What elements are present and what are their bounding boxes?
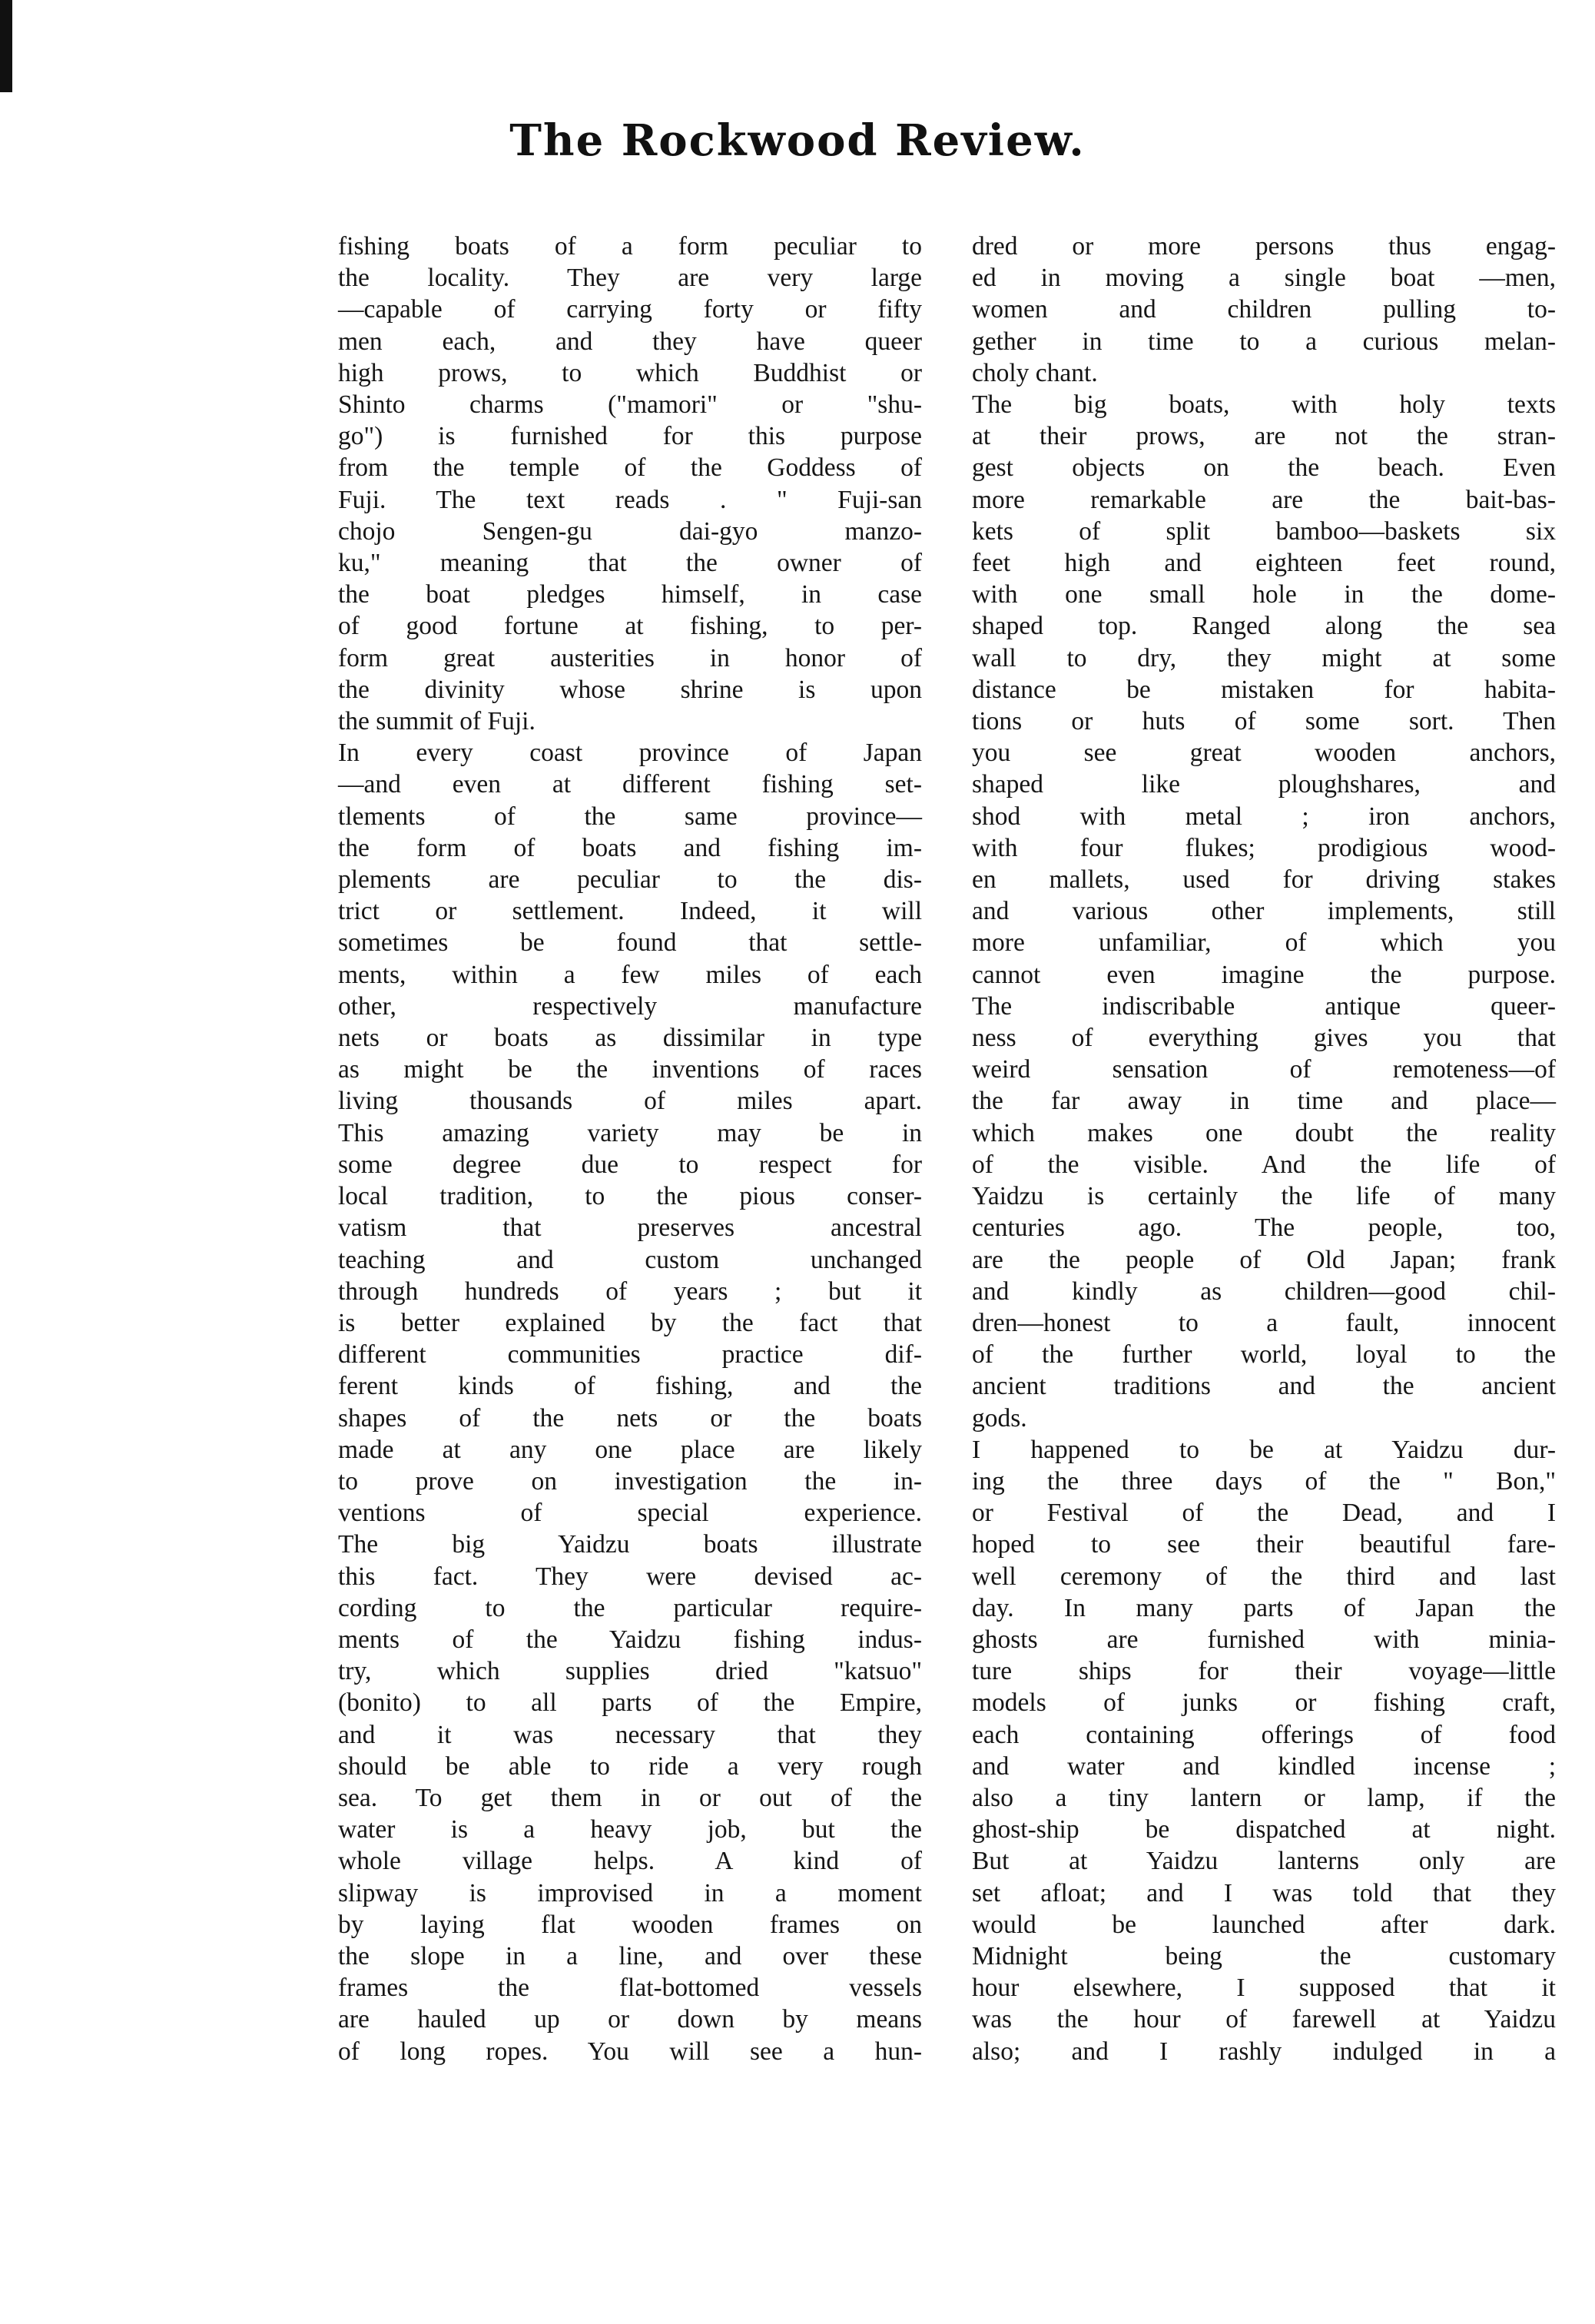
text-line: and water and kindled incense ; <box>972 1751 1556 1781</box>
text-line: tions or huts of some sort. Then <box>972 707 1556 736</box>
text-line: teaching and custom unchanged <box>338 1245 922 1274</box>
text-line: kets of split bamboo—baskets six <box>972 516 1556 546</box>
text-line: the form of boats and fishing im- <box>338 833 922 862</box>
page-edge-mark <box>0 0 12 92</box>
text-line: should be able to ride a very rough <box>338 1751 922 1781</box>
text-line: shaped like ploughshares, and <box>972 770 1556 799</box>
text-line: ed in moving a single boat —men, <box>972 264 1556 293</box>
text-line: en mallets, used for driving stakes <box>972 865 1556 895</box>
text-line: day. In many parts of Japan the <box>972 1593 1556 1622</box>
text-line: This amazing variety may be in <box>338 1118 922 1147</box>
text-line: cording to the particular require- <box>338 1593 922 1622</box>
text-line: go") is furnished for this purpose <box>338 422 922 451</box>
text-line: of long ropes. You will see a hun- <box>338 2037 922 2066</box>
text-line: ments, within a few miles of each <box>338 960 922 989</box>
text-line: of the visible. And the life of <box>972 1150 1556 1179</box>
text-line: different communities practice dif- <box>338 1340 922 1370</box>
text-line: with four flukes; prodigious wood- <box>972 833 1556 862</box>
text-line: by laying flat wooden frames on <box>338 1910 922 1939</box>
text-line: are the people of Old Japan; frank <box>972 1245 1556 1274</box>
text-line: slipway is improvised in a moment <box>338 1878 922 1907</box>
text-line: centuries ago. The people, too, <box>972 1213 1556 1243</box>
text-line: tlements of the same province— <box>338 802 922 831</box>
text-line: models of junks or fishing craft, <box>972 1688 1556 1718</box>
text-line: well ceremony of the third and last <box>972 1562 1556 1591</box>
text-line: Midnight being the customary <box>972 1941 1556 1970</box>
text-line: vatism that preserves ancestral <box>338 1213 922 1243</box>
text-column-left <box>338 231 922 2067</box>
text-line: Shinto charms ("mamori" or "shu- <box>338 390 922 420</box>
text-line: ture ships for their voyage—little <box>972 1657 1556 1686</box>
text-line: other, respectively manufacture <box>338 991 922 1021</box>
text-line: to prove on investigation the in- <box>338 1466 922 1496</box>
text-line: The big boats, with holy texts <box>972 390 1556 420</box>
text-line: ing the three days of the " Bon," <box>972 1466 1556 1496</box>
text-line: shaped top. Ranged along the sea <box>972 612 1556 641</box>
text-line: through hundreds of years ; but it <box>338 1277 922 1306</box>
text-line: sometimes be found that settle- <box>338 928 922 958</box>
text-line: this fact. They were devised ac- <box>338 1562 922 1591</box>
text-line: The big Yaidzu boats illustrate <box>338 1530 922 1559</box>
text-line: more unfamiliar, of which you <box>972 928 1556 958</box>
text-line: —capable of carrying forty or fifty <box>338 295 922 324</box>
text-line: and it was necessary that they <box>338 1720 922 1749</box>
text-line: form great austerities in honor of <box>338 643 922 672</box>
text-line: ku," meaning that the owner of <box>338 549 922 578</box>
text-line: plements are peculiar to the dis- <box>338 865 922 895</box>
text-line: from the temple of the Goddess of <box>338 453 922 483</box>
text-line: gest objects on the beach. Even <box>972 453 1556 483</box>
text-line: and various other implements, still <box>972 897 1556 926</box>
text-line: The indiscribable antique queer- <box>972 991 1556 1021</box>
text-line: the divinity whose shrine is upon <box>338 675 922 704</box>
text-line: I happened to be at Yaidzu dur- <box>972 1435 1556 1464</box>
text-line: Yaidzu is certainly the life of many <box>972 1182 1556 1211</box>
text-line: and kindly as children—good chil- <box>972 1277 1556 1306</box>
text-line: dred or more persons thus engag- <box>972 232 1556 261</box>
text-line: Fuji. The text reads . " Fuji-san <box>338 485 922 514</box>
text-line: ghost-ship be dispatched at night. <box>972 1815 1556 1844</box>
text-line: whole village helps. A kind of <box>338 1847 922 1876</box>
text-line: local tradition, to the pious conser- <box>338 1182 922 1211</box>
text-line: ghosts are furnished with minia- <box>972 1625 1556 1654</box>
text-line: also a tiny lantern or lamp, if the <box>972 1783 1556 1812</box>
text-line: hour elsewhere, I supposed that it <box>972 1974 1556 2003</box>
text-line: set afloat; and I was told that they <box>972 1878 1556 1907</box>
text-line: shapes of the nets or the boats <box>338 1403 922 1433</box>
text-line: weird sensation of remoteness—of <box>972 1055 1556 1084</box>
text-line: feet high and eighteen feet round, <box>972 549 1556 578</box>
text-line: some degree due to respect for <box>338 1150 922 1179</box>
text-line: the boat pledges himself, in case <box>338 580 922 609</box>
text-line: In every coast province of Japan <box>338 739 922 768</box>
text-column-right <box>972 231 1556 2067</box>
text-line: —and even at different fishing set- <box>338 770 922 799</box>
text-line: fishing boats of a form peculiar to <box>338 232 922 261</box>
text-line: the slope in a line, and over these <box>338 1941 922 1970</box>
text-line: distance be mistaken for habita- <box>972 675 1556 704</box>
text-line: more remarkable are the bait-bas- <box>972 485 1556 514</box>
text-line: are hauled up or down by means <box>338 2005 922 2034</box>
text-line: dren—honest to a fault, innocent <box>972 1308 1556 1337</box>
text-line: But at Yaidzu lanterns only are <box>972 1847 1556 1876</box>
text-line: which makes one doubt the reality <box>972 1118 1556 1147</box>
text-line: the locality. They are very large <box>338 264 922 293</box>
text-line: water is a heavy job, but the <box>338 1815 922 1844</box>
text-line: chojo Sengen-gu dai-gyo manzo- <box>338 516 922 546</box>
text-line: ferent kinds of fishing, and the <box>338 1372 922 1401</box>
text-line: ventions of special experience. <box>338 1499 922 1528</box>
text-line: each containing offerings of food <box>972 1720 1556 1749</box>
text-line: made at any one place are likely <box>338 1435 922 1464</box>
text-line: trict or settlement. Indeed, it will <box>338 897 922 926</box>
text-line: is better explained by the fact that <box>338 1308 922 1337</box>
page-header-title: The Rockwood Review. <box>509 115 1086 166</box>
text-line: (bonito) to all parts of the Empire, <box>338 1688 922 1718</box>
text-line: you see great wooden anchors, <box>972 739 1556 768</box>
text-line: cannot even imagine the purpose. <box>972 960 1556 989</box>
text-line: women and children pulling to- <box>972 295 1556 324</box>
text-line: as might be the inventions of races <box>338 1055 922 1084</box>
text-line: also; and I rashly indulged in a <box>972 2037 1556 2066</box>
text-line: was the hour of farewell at Yaidzu <box>972 2005 1556 2034</box>
text-line: wall to dry, they might at some <box>972 643 1556 672</box>
text-line: choly chant. <box>972 358 1098 387</box>
text-line: hoped to see their beautiful fare- <box>972 1530 1556 1559</box>
text-line: ness of everything gives you that <box>972 1024 1556 1053</box>
text-line: nets or boats as dissimilar in type <box>338 1024 922 1053</box>
text-line: shod with metal ; iron anchors, <box>972 802 1556 831</box>
text-line: would be launched after dark. <box>972 1910 1556 1939</box>
text-line: ments of the Yaidzu fishing indus- <box>338 1625 922 1654</box>
text-line: frames the flat-bottomed vessels <box>338 1974 922 2003</box>
text-line: high prows, to which Buddhist or <box>338 358 922 387</box>
text-line: sea. To get them in or out of the <box>338 1783 922 1812</box>
text-line: of good fortune at fishing, to per- <box>338 612 922 641</box>
text-line: of the further world, loyal to the <box>972 1340 1556 1370</box>
text-line: the summit of Fuji. <box>338 707 536 736</box>
text-line: gether in time to a curious melan- <box>972 327 1556 356</box>
text-line: or Festival of the Dead, and I <box>972 1499 1556 1528</box>
text-line: men each, and they have queer <box>338 327 922 356</box>
text-line: the far away in time and place— <box>972 1087 1556 1116</box>
text-line: at their prows, are not the stran- <box>972 422 1556 451</box>
text-line: try, which supplies dried "katsuo" <box>338 1657 922 1686</box>
text-line: with one small hole in the dome- <box>972 580 1556 609</box>
text-line: gods. <box>972 1403 1027 1433</box>
text-line: ancient traditions and the ancient <box>972 1372 1556 1401</box>
text-line: living thousands of miles apart. <box>338 1087 922 1116</box>
